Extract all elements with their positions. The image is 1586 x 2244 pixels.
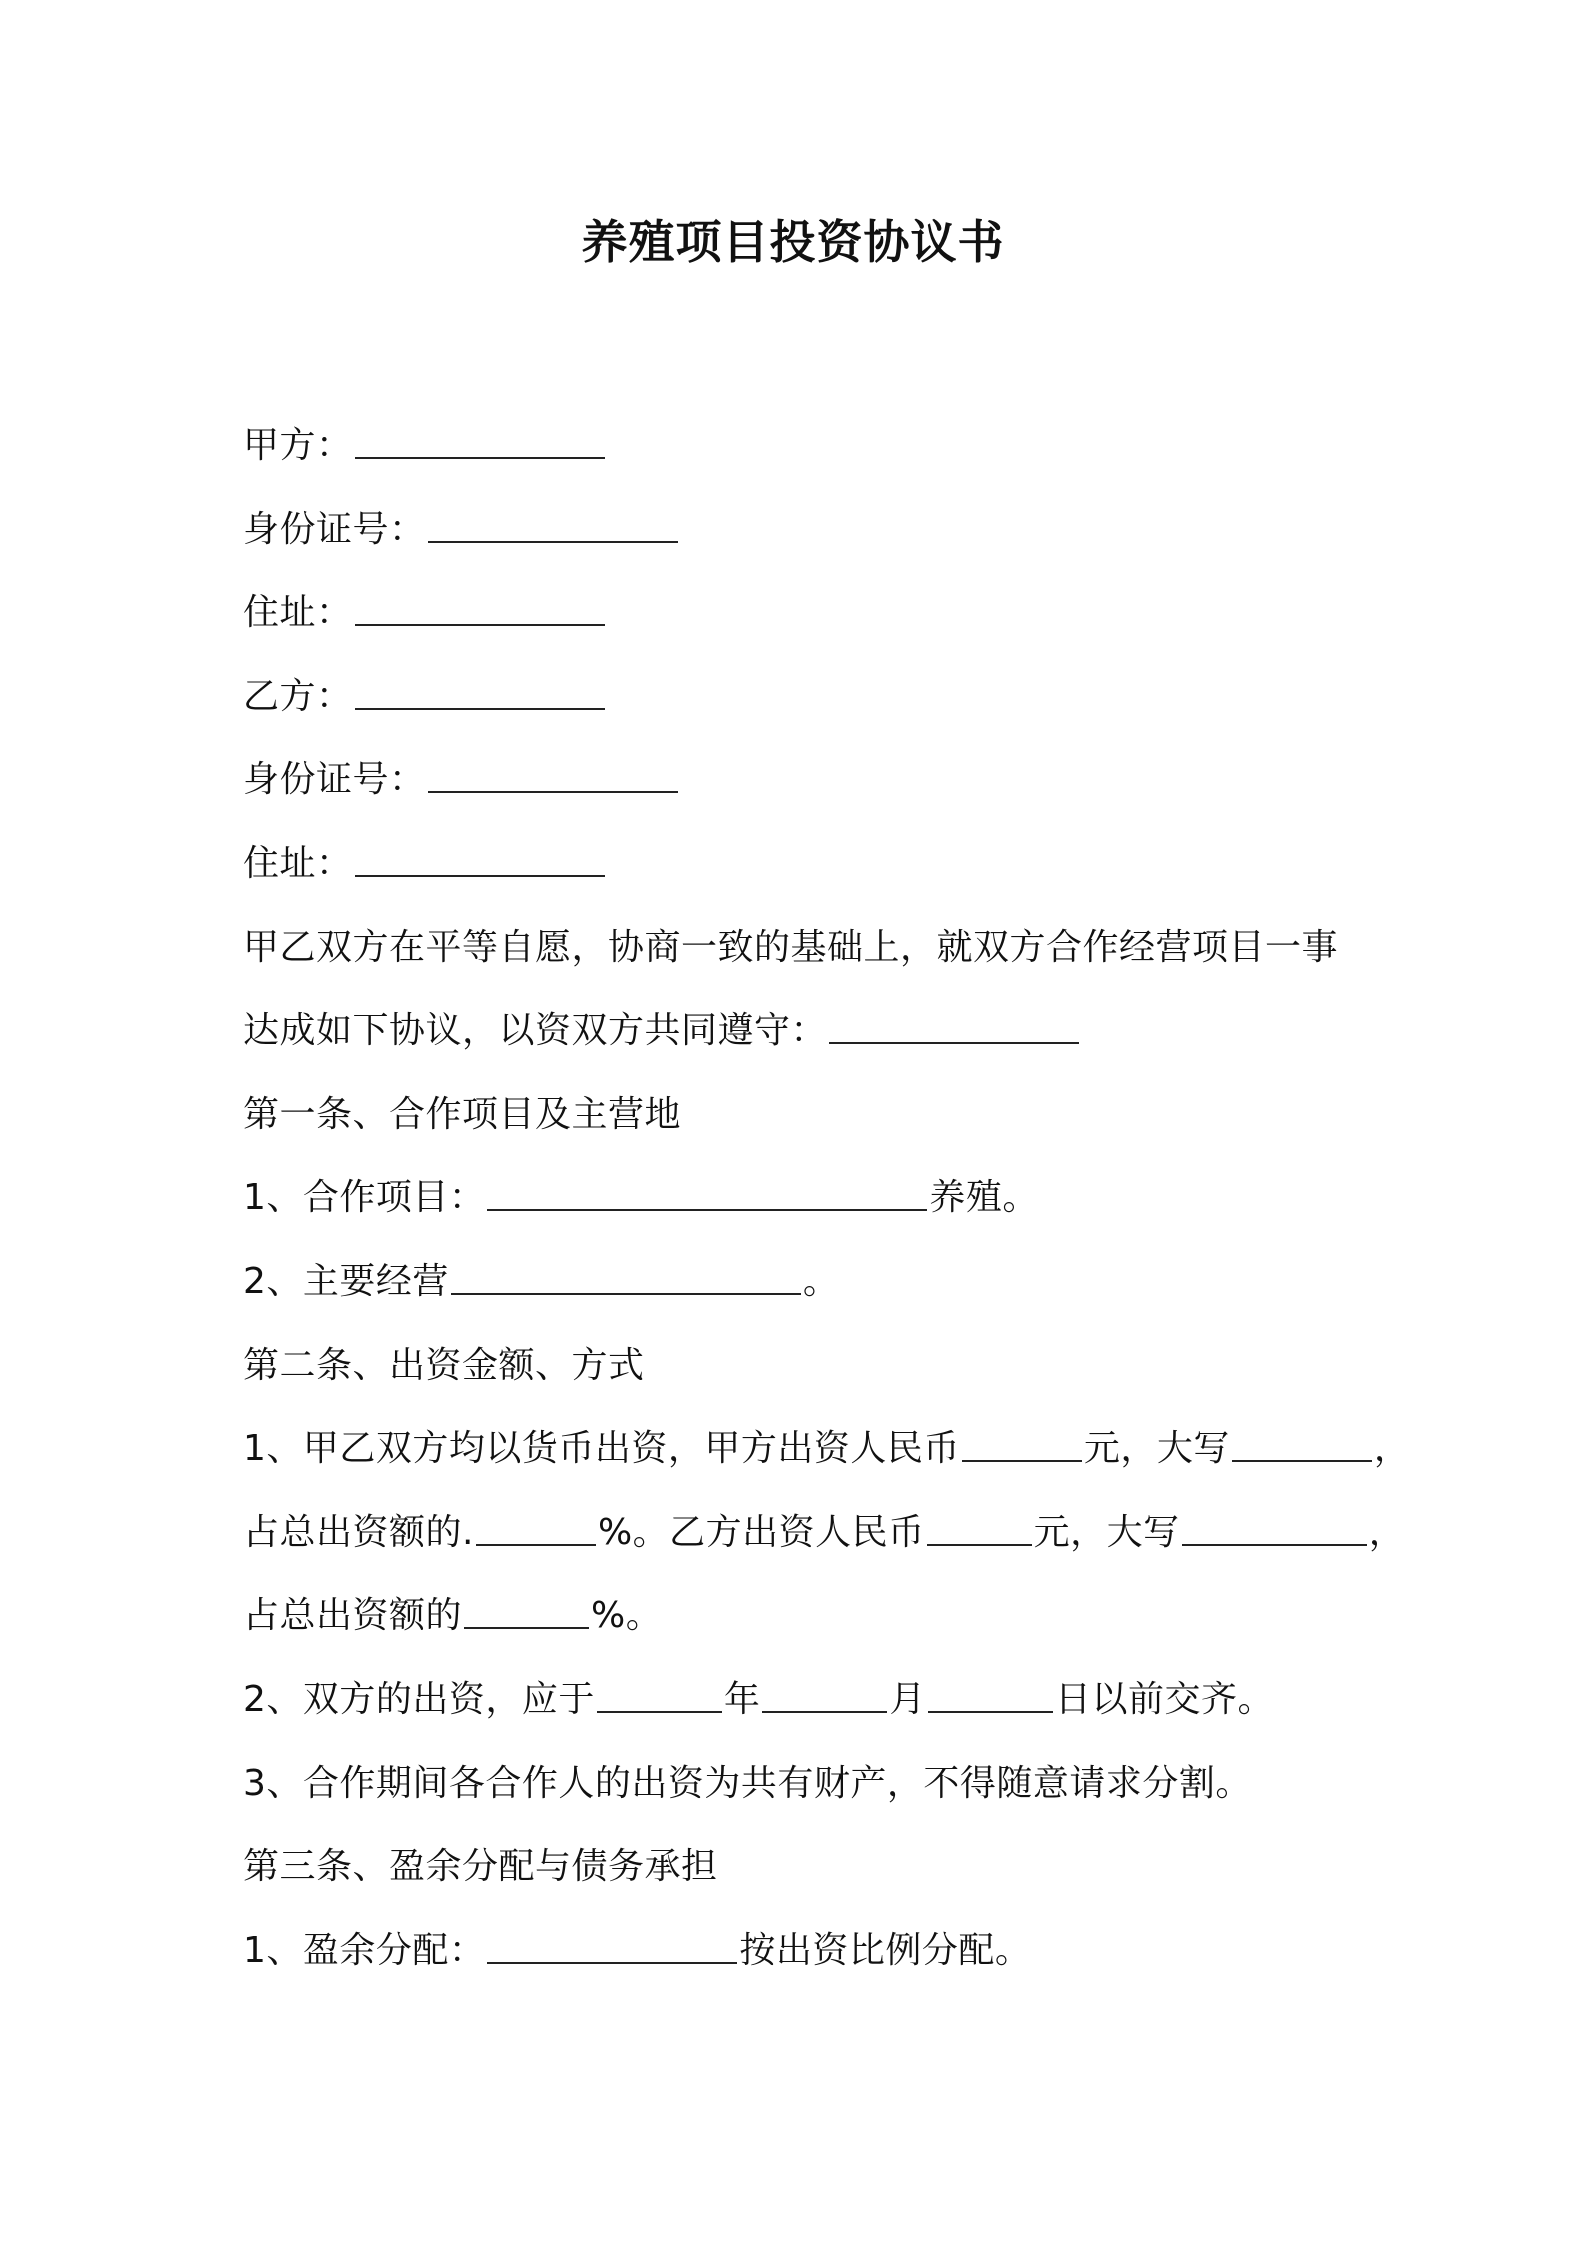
party-a-amount-blank[interactable]	[962, 1424, 1082, 1462]
party-b-line	[243, 655, 1383, 739]
party-b-amount-blank[interactable]	[927, 1508, 1032, 1546]
party-b-address-line	[243, 822, 1383, 906]
share-text-a: 占总出资额的.	[243, 1511, 474, 1553]
article-1-item-2	[243, 1240, 1383, 1324]
article-2-line-2	[243, 1491, 1406, 1575]
year-blank[interactable]	[597, 1675, 722, 1713]
project-label: 1、合作项目：	[243, 1177, 486, 1219]
article-3-item-1	[243, 1909, 1383, 1993]
share-text-b: %。乙方出资人民币	[597, 1511, 925, 1553]
main-business-label: 2、主要经营	[243, 1260, 449, 1302]
main-business-suffix: 。	[802, 1260, 840, 1302]
article-1-heading-text: 第一条、合作项目及主营地	[243, 1093, 682, 1135]
party-a-address-blank[interactable]	[355, 588, 605, 626]
preamble-blank[interactable]	[829, 1006, 1079, 1044]
deadline-text-c: 月	[889, 1678, 926, 1720]
share-b-text-b: %。	[591, 1595, 663, 1637]
deadline-text-a: 2、双方的出资，应于	[243, 1678, 595, 1720]
share-b-text-a: 占总出资额的	[243, 1595, 463, 1637]
article-2-heading	[243, 1324, 1383, 1408]
profit-blank[interactable]	[487, 1926, 737, 1964]
article-1-heading	[243, 1073, 1383, 1157]
preamble-line-1	[243, 906, 1383, 990]
investment-text-b: 元，大写	[1083, 1428, 1230, 1470]
preamble-line-2	[243, 989, 1383, 1073]
article-3-heading	[243, 1825, 1383, 1909]
article-2-item-2	[243, 1658, 1383, 1742]
profit-suffix: 按出资比例分配。	[739, 1929, 1032, 1971]
party-b-id-line	[243, 738, 1383, 822]
party-b-id-label: 身份证号：	[243, 759, 426, 801]
party-b-label: 乙方：	[243, 675, 353, 717]
party-b-amount-words-blank[interactable]	[1182, 1508, 1367, 1546]
project-blank[interactable]	[487, 1173, 927, 1211]
investment-text-a: 1、甲乙双方均以货币出资，甲方出资人民币	[243, 1428, 960, 1470]
preamble-text-2: 达成如下协议，以资双方共同遵守：	[243, 1010, 828, 1052]
day-blank[interactable]	[928, 1675, 1053, 1713]
joint-property-text: 3、合作期间各合作人的出资为共有财产，不得随意请求分割。	[243, 1762, 1252, 1804]
party-a-line	[243, 404, 1383, 488]
document-body	[243, 404, 1411, 1992]
article-3-heading-text: 第三条、盈余分配与债务承担	[243, 1846, 718, 1888]
month-blank[interactable]	[762, 1675, 887, 1713]
party-a-address-line	[243, 571, 1383, 655]
party-a-share-blank[interactable]	[476, 1508, 596, 1546]
deadline-text-b: 年	[723, 1678, 761, 1720]
party-a-id-line	[243, 488, 1383, 572]
party-b-share-blank[interactable]	[464, 1591, 589, 1629]
party-a-id-label: 身份证号：	[243, 508, 426, 550]
party-a-id-blank[interactable]	[428, 505, 678, 543]
party-a-label: 甲方：	[243, 425, 353, 466]
document-title: 养殖项目投资协议书	[581, 215, 1005, 269]
party-a-amount-words-blank[interactable]	[1232, 1424, 1372, 1462]
party-a-address-label: 住址：	[243, 592, 353, 634]
investment-text-c: ，	[1373, 1428, 1411, 1470]
party-b-id-blank[interactable]	[428, 755, 678, 793]
share-text-c: 元，大写	[1033, 1511, 1180, 1553]
share-text-d: ，	[1368, 1511, 1406, 1553]
party-a-blank[interactable]	[355, 421, 605, 459]
article-2-heading-text: 第二条、出资金额、方式	[243, 1344, 645, 1386]
preamble-text-1: 甲乙双方在平等自愿，协商一致的基础上，就双方合作经营项目一事	[243, 926, 1339, 968]
article-2-item-3	[243, 1742, 1383, 1826]
project-suffix: 养殖。	[929, 1177, 1039, 1219]
article-2-line-1	[243, 1407, 1411, 1491]
main-business-blank[interactable]	[451, 1257, 801, 1295]
party-b-blank[interactable]	[355, 672, 605, 710]
deadline-text-d: 日以前交齐。	[1054, 1678, 1274, 1720]
article-1-item-1	[243, 1156, 1383, 1240]
profit-label: 1、盈余分配：	[243, 1929, 486, 1971]
article-2-line-3	[243, 1574, 1383, 1658]
party-b-address-label: 住址：	[243, 842, 353, 884]
party-b-address-blank[interactable]	[355, 839, 605, 877]
